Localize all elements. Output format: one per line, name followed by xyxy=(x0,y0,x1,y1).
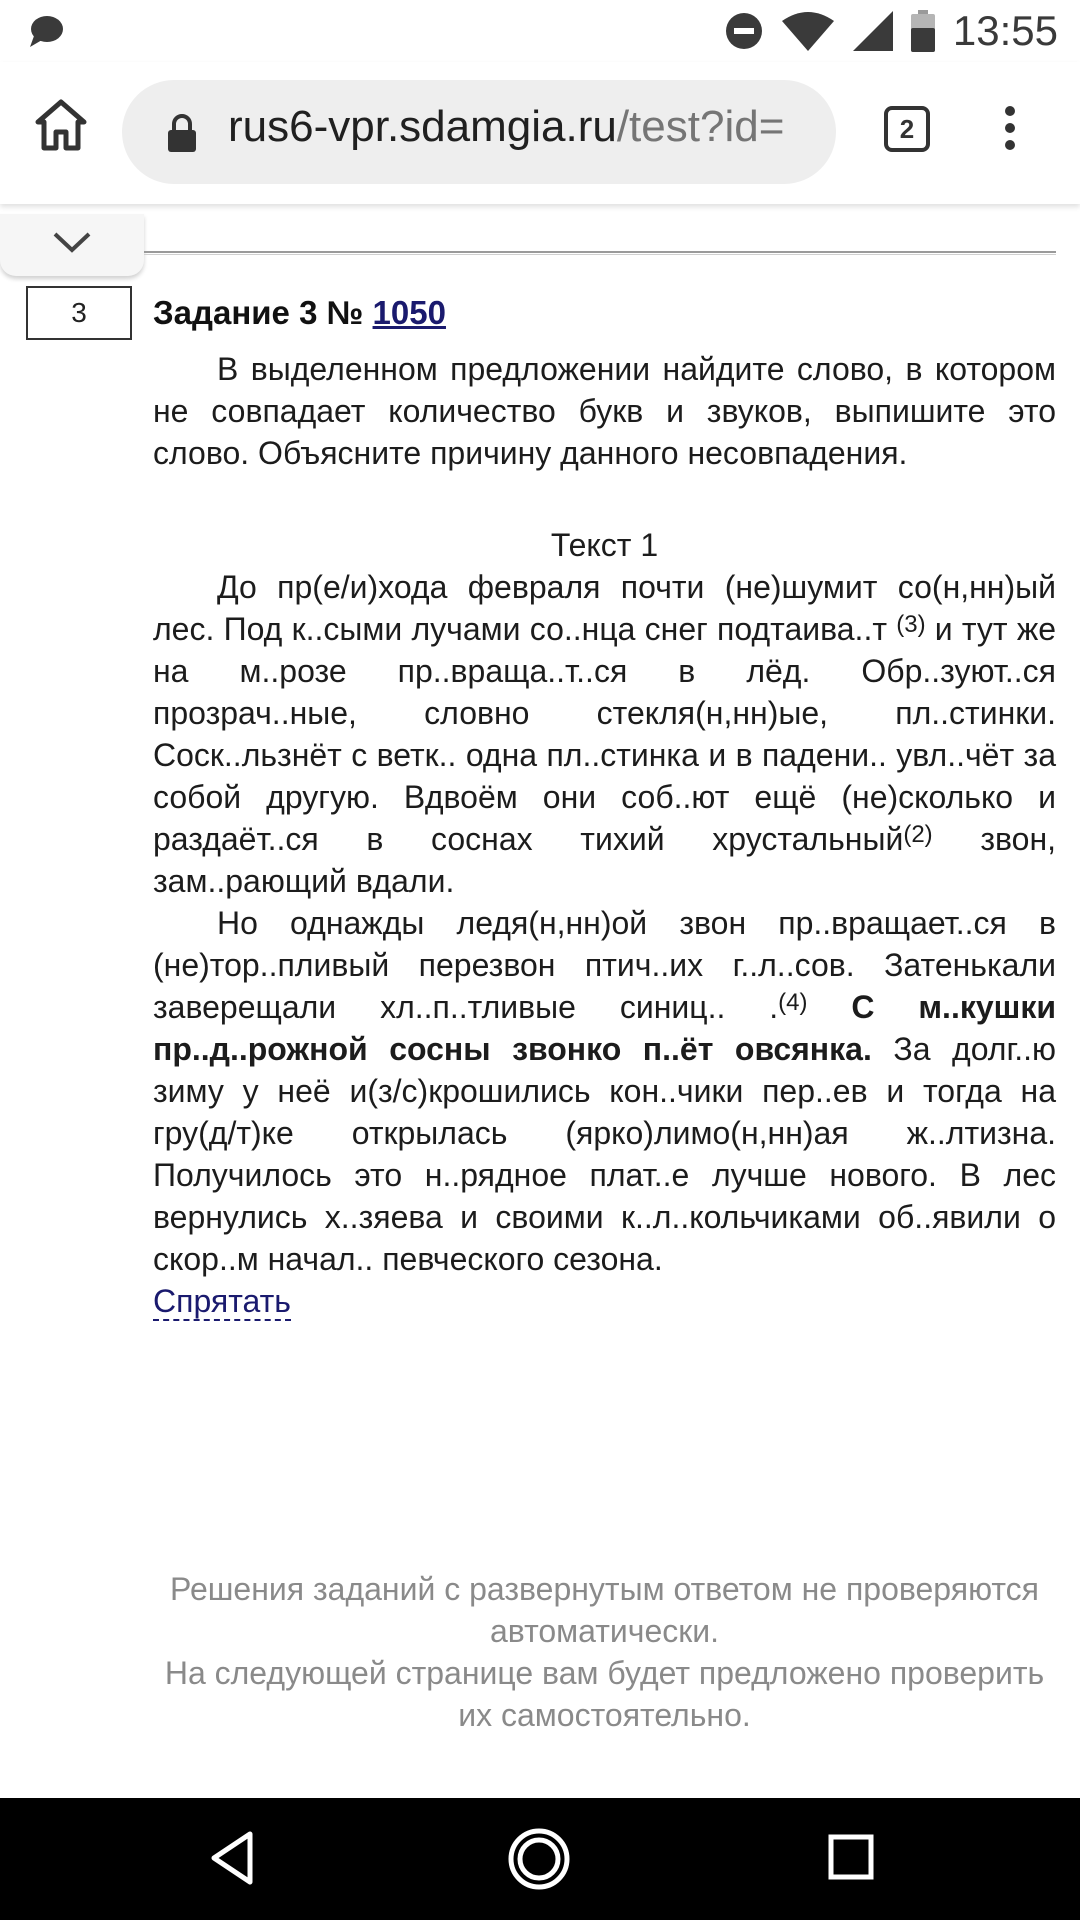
collapse-toggle-button[interactable] xyxy=(0,214,144,276)
overflow-menu-icon[interactable] xyxy=(1000,106,1020,156)
battery-icon xyxy=(911,10,935,52)
do-not-disturb-icon xyxy=(725,12,763,50)
notice-line-1: Решения заданий с развернутым ответом не проверяются автоматически. xyxy=(170,1571,1039,1649)
tab-switcher-button[interactable] xyxy=(884,106,930,152)
hide-text-link[interactable]: Спрятать xyxy=(153,1283,291,1319)
home-circle-icon[interactable] xyxy=(508,1828,570,1890)
text-heading: Текст 1 xyxy=(550,527,659,563)
task-title xyxy=(153,294,446,332)
back-icon[interactable] xyxy=(208,1830,256,1886)
paragraph-2-part-b: За долг..ю зиму у неё и(з/с)крошились кон..чики пер..ев и тогда на гру(д/т)ке открылась (ярко)лимо(н,нн)ая ж..лтизна. Получилось это н..рядное плат..е лучше нового. В лес вернулись х..зяева и своими к..л..кольчиками об..явили о скор..м начал.. певческого сезона. xyxy=(153,1031,1056,1277)
tab-count: 2 xyxy=(899,113,915,144)
manual-check-notice xyxy=(153,1568,1056,1736)
task-title-prefix: Задание 3 № xyxy=(153,294,364,331)
footnote-marker-4: (4) xyxy=(778,989,808,1016)
address-bar[interactable] xyxy=(122,80,836,184)
divider xyxy=(144,251,1056,255)
paragraph-1-part-b: и тут же на м..розе пр..враща..т..ся в лёд. Обр..зуют..ся прозрач..ные, словно стекля(н,нн)ые, пл..стинки. Соск..льзнёт с ветк.. одна пл..стинка и в падени.. увл..чёт за собой другую. Вдвоём они соб..ют ещё (не)сколько и раздаёт..ся в соснах тихий хрустальный xyxy=(153,611,1057,857)
task-content xyxy=(153,348,1056,1322)
clock: 13:55 xyxy=(952,7,1058,54)
highlighted-sentence: С м..кушки пр..д..рожной сосны звонко п..ёт овсянка. xyxy=(153,989,1057,1067)
recent-apps-icon[interactable] xyxy=(828,1834,874,1880)
task-instruction: В выделенном предложении найдите слово, в котором не совпадает количество букв и звуков, выпишите это слово. Объясните причину данного несовпадения. xyxy=(153,351,1056,471)
wifi-icon xyxy=(781,11,835,51)
chevron-down-icon xyxy=(52,230,92,256)
task-number-box: 3 xyxy=(26,286,132,340)
signal-icon xyxy=(853,11,893,51)
status-bar xyxy=(0,0,1080,62)
paragraph-2-part-a: Но однажды ледя(н,нн)ой звон пр..вращает..ся в (не)тор..пливый перезвон птич..их г..л..сов. Затенькали заверещали хл..п..тливые синиц.. . xyxy=(153,905,1056,1025)
notice-line-2: На следующей странице вам будет предложено проверить их самостоятельно. xyxy=(164,1655,1045,1733)
system-navigation-bar xyxy=(0,1798,1080,1920)
text-paragraph-1 xyxy=(153,566,1056,902)
url-host: rus6-vpr.sdamgia.ru xyxy=(228,102,617,151)
text-paragraph-2 xyxy=(153,902,1056,1280)
paragraph-1-part-a: До пр(е/и)хода февраля почти (не)шумит со(н,нн)ый лес. Под к..сыми лучами со..нца снег подтаива..т xyxy=(153,569,1056,647)
task-number-link[interactable]: 1050 xyxy=(372,294,446,331)
footnote-marker-3: (3) xyxy=(896,611,926,638)
home-icon[interactable] xyxy=(34,98,88,152)
url-path: /test?id= xyxy=(616,102,785,151)
browser-toolbar xyxy=(0,62,1080,204)
paragraph-1-part-c: звон, зам..рающий вдали. xyxy=(153,821,1057,899)
url-text xyxy=(228,102,784,152)
footnote-marker-2: (2) xyxy=(903,821,933,848)
lock-icon xyxy=(166,114,198,152)
chat-notification-icon xyxy=(28,14,64,48)
